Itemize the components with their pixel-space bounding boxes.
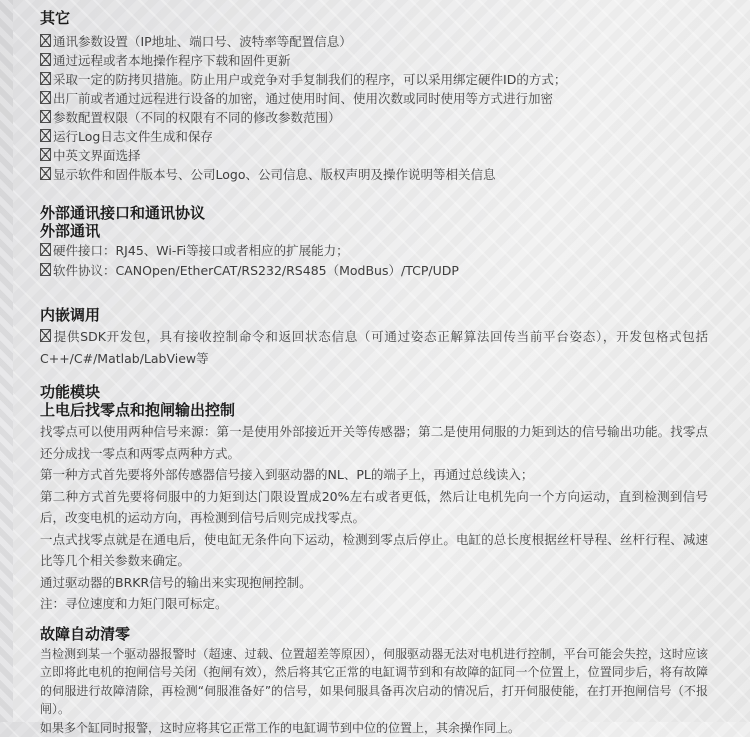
section-other-title: 其它 bbox=[40, 9, 708, 27]
list-item bbox=[40, 108, 708, 127]
list-item-text: 提供SDK开发包，具有接收控制命令和返回状态信息（可通过姿态正解算法回传当前平台姿态），开发包格式包括C++/C#/Matlab/LabView等 bbox=[40, 329, 708, 366]
list-item-text: 显示软件和固件版本号、公司Logo、公司信息、版权声明及操作说明等相关信息 bbox=[53, 167, 495, 182]
section-modules bbox=[40, 383, 708, 615]
paragraph: 当检测到某一个驱动器报警时（超速、过载、位置超差等原因），伺服驱动器无法对电机进行控制，平台可能会失控，这时应该立即将此电机的抱闸信号关闭（抱闸有效），然后将其它正常的电缸调节到和有故障的缸同一个位置上，位置同步后，将有故障的伺服进行故障清除，再检测“伺服准备好”的信号，如果伺服具备再次启动的情况后，打开伺服使能，在打开抱闸信号（不报闸）。 bbox=[40, 645, 708, 719]
section-embedded bbox=[40, 306, 708, 369]
paragraph: 找零点可以使用两种信号来源：第一是使用外部接近开关等传感器；第二是使用伺服的力矩到达的信号输出功能。找零点还分成找一零点和两零点两种方式。 bbox=[40, 421, 708, 464]
list-item bbox=[40, 146, 708, 165]
checkbox-tofu-icon bbox=[40, 263, 51, 276]
list-item bbox=[40, 261, 708, 280]
list-item bbox=[40, 241, 708, 260]
checkbox-tofu-icon bbox=[40, 110, 51, 123]
list-item-text: 中英文界面选择 bbox=[53, 148, 141, 163]
list-item-text: 运行Log日志文件生成和保存 bbox=[53, 129, 213, 144]
list-item-text: 硬件接口：RJ45、Wi-Fi等接口或者相应的扩展能力； bbox=[53, 243, 349, 258]
section-comm bbox=[40, 204, 708, 280]
section-comm-title: 外部通讯接口和通讯协议 bbox=[40, 204, 708, 222]
paragraph-note: 注：寻位速度和力矩门限可标定。 bbox=[40, 593, 708, 615]
list-item bbox=[40, 89, 708, 108]
other-feature-list bbox=[40, 32, 708, 184]
section-modules-subtitle: 上电后找零点和抱闸输出控制 bbox=[40, 401, 708, 419]
checkbox-tofu-icon bbox=[40, 72, 51, 85]
paragraph: 第二种方式首先要将伺服中的力矩到达门限设置成20%左右或者更低，然后让电机先向一个方向运动，直到检测到信号后，改变电机的运动方向，再检测到信号后则完成找零点。 bbox=[40, 486, 708, 529]
list-item bbox=[40, 51, 708, 70]
checkbox-tofu-icon bbox=[40, 53, 51, 66]
section-fault-title: 故障自动清零 bbox=[40, 625, 708, 643]
comm-feature-list bbox=[40, 241, 708, 280]
list-item-text: 采取一定的防拷贝措施。防止用户或竞争对手复制我们的程序，可以采用绑定硬件ID的方式； bbox=[53, 72, 566, 87]
checkbox-tofu-icon bbox=[40, 329, 51, 342]
list-item bbox=[40, 326, 708, 369]
modules-paragraphs bbox=[40, 421, 708, 615]
section-other bbox=[40, 9, 708, 184]
paragraph: 通过驱动器的BRKR信号的输出来实现抱闸控制。 bbox=[40, 572, 708, 594]
section-embedded-title: 内嵌调用 bbox=[40, 306, 708, 324]
section-fault bbox=[40, 625, 708, 737]
list-item-text: 出厂前或者通过远程进行设备的加密，通过使用时间、使用次数或同时使用等方式进行加密 bbox=[53, 91, 553, 106]
paragraph: 一点式找零点就是在通电后，使电缸无条件向下运动，检测到零点后停止。电缸的总长度根据丝杆导程、丝杆行程、减速比等几个相关参数来确定。 bbox=[40, 529, 708, 572]
checkbox-tofu-icon bbox=[40, 148, 51, 161]
fault-paragraphs bbox=[40, 645, 708, 737]
list-item bbox=[40, 32, 708, 51]
list-item-text: 软件协议：CANOpen/EtherCAT/RS232/RS485（ModBus）/TCP/UDP bbox=[53, 263, 459, 278]
checkbox-tofu-icon bbox=[40, 34, 51, 47]
list-item-text: 通过远程或者本地操作程序下载和固件更新 bbox=[53, 53, 291, 68]
list-item bbox=[40, 165, 708, 184]
list-item bbox=[40, 70, 708, 89]
section-comm-subtitle: 外部通讯 bbox=[40, 222, 708, 240]
paragraph: 如果多个缸同时报警，这时应将其它正常工作的电缸调节到中位的位置上，其余操作同上。 bbox=[40, 719, 708, 737]
section-modules-title: 功能模块 bbox=[40, 383, 708, 401]
checkbox-tofu-icon bbox=[40, 91, 51, 104]
list-item-text: 通讯参数设置（IP地址、端口号、波特率等配置信息） bbox=[53, 34, 352, 49]
list-item-text: 参数配置权限（不同的权限有不同的修改参数范围） bbox=[53, 110, 341, 125]
checkbox-tofu-icon bbox=[40, 243, 51, 256]
checkbox-tofu-icon bbox=[40, 167, 51, 180]
checkbox-tofu-icon bbox=[40, 129, 51, 142]
list-item bbox=[40, 127, 708, 146]
paragraph: 第一种方式首先要将外部传感器信号接入到驱动器的NL、PL的端子上，再通过总线读入； bbox=[40, 464, 708, 486]
